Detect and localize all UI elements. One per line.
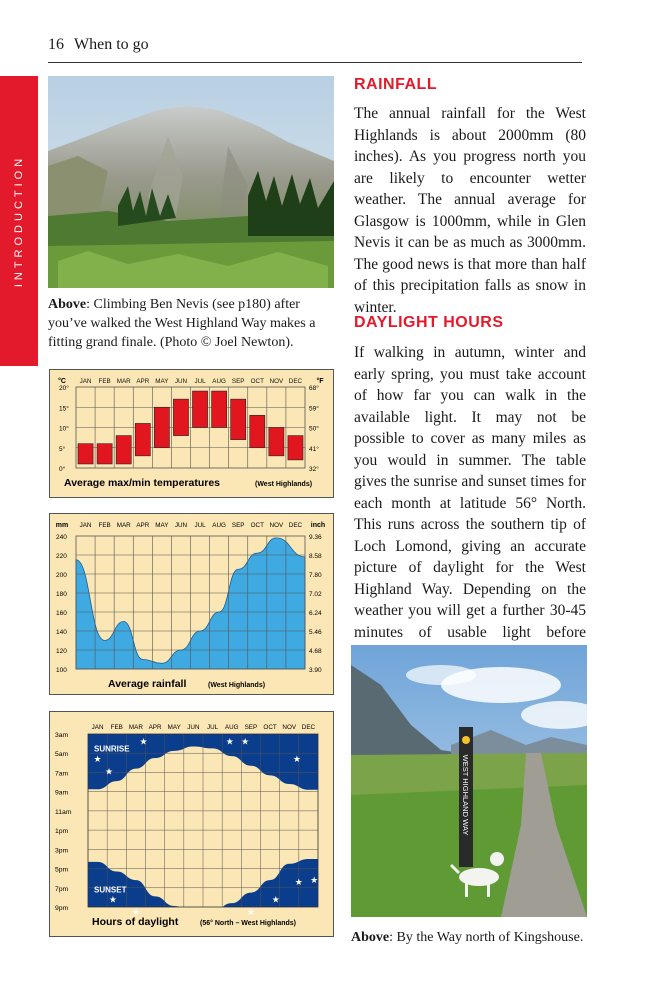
y-tick-label-right: 32° [309,466,319,473]
kingshouse-photo [351,645,587,917]
y-axis-label-right: °F [316,378,324,385]
y-tick-label-left: 180 [56,591,67,598]
temperature-chart [49,369,334,498]
month-tick-label: DEC [288,522,303,529]
y-axis-label-left: °C [58,378,66,385]
y-tick-label-right: 7.80 [309,572,322,579]
y-tick-label-right: 8.58 [309,553,322,560]
temperature-bar [154,407,169,448]
month-tick-label: SEP [244,724,258,731]
month-tick-label: DEC [301,724,316,731]
month-tick-label: AUG [212,522,226,529]
star-icon: ★ [139,737,148,748]
temperature-bar [212,391,227,427]
y-tick-label: 9pm [55,905,69,912]
temperature-bar [231,399,246,440]
month-tick-label: MAY [155,522,169,529]
y-tick-label: 3am [55,732,69,739]
temperature-bar [173,399,188,435]
star-icon: ★ [93,754,102,765]
month-tick-label: APR [136,378,150,385]
month-tick-label: JUL [194,378,206,385]
page-header [48,36,149,54]
star-icon: ★ [294,878,303,889]
caption-label: Above [351,930,390,945]
month-tick-label: JAN [91,724,104,731]
chart-title: Average max/min temperatures [64,477,221,489]
temperature-bar [135,423,150,455]
header-rule [48,62,582,63]
month-tick-label: JUN [174,522,188,529]
month-tick-label: OCT [250,378,264,385]
star-icon: ★ [241,737,250,748]
star-icon: ★ [246,907,255,918]
y-tick-label: 5pm [55,866,69,874]
y-tick-label-left: 160 [56,610,67,617]
star-icon: ★ [131,907,140,918]
side-tab-label: INTRODUCTION [13,154,25,288]
page-number: 16 [48,36,64,53]
y-tick-label-right: 6.24 [309,610,322,617]
star-icon: ★ [292,754,301,765]
y-tick-label-right: 9.36 [309,534,322,541]
y-tick-label: 5am [55,751,69,759]
month-tick-label: JUN [174,378,188,385]
y-tick-label: 1pm [55,828,69,836]
month-tick-label: OCT [263,724,277,731]
y-tick-label-left: 10° [59,425,69,433]
month-tick-label: SEP [231,522,245,529]
temperature-chart-svg [50,370,333,497]
month-tick-label: AUG [224,724,239,731]
month-tick-label: APR [148,724,162,731]
month-tick-label: NOV [269,522,284,529]
temperature-bar [97,444,112,464]
y-axis-label-left: mm [55,522,69,529]
y-tick-label: 7pm [55,885,69,893]
temperature-bar [288,436,303,460]
temperature-bar [193,391,208,427]
daylight-chart [49,711,334,937]
y-tick-label-right: 5.46 [309,629,322,636]
bottom-photo-caption [351,928,591,947]
side-tab [0,76,38,366]
y-tick-label-left: 220 [56,553,67,560]
month-tick-label: AUG [212,378,226,385]
y-tick-label: 11am [55,808,72,816]
y-axis-label-right: inch [310,522,326,529]
month-tick-label: JUL [206,724,219,731]
star-icon: ★ [108,895,117,906]
y-tick-label-left: 5° [59,445,66,453]
rainfall-chart-svg [50,514,333,694]
month-tick-label: NOV [282,724,297,731]
temperature-bar [116,436,131,464]
rainfall-heading: RAINFALL [354,76,438,93]
ben-nevis-photo [48,76,334,288]
signpost-text: WEST HIGHLAND WAY [461,754,470,836]
y-tick-label-left: 0° [59,466,66,473]
y-tick-label: 7am [55,770,69,778]
month-tick-label: JUL [194,522,206,529]
chart-title: Hours of daylight [92,916,179,928]
top-photo-caption [48,295,336,352]
month-tick-label: SEP [231,378,245,385]
month-tick-label: FEB [98,522,111,529]
section-title: When to go [74,36,149,53]
sunrise-label: SUNRISE [94,744,130,754]
month-tick-label: MAR [128,724,143,731]
daylight-body: If walking in autumn, winter and early spring, you must take account of how far you can walk in the available light. It may not be possible to cover as many miles as you would in summer. The table gives the sunrise and sunset times for each month at latitude 56° North. This runs across the southern tip of Loch Lomond, giving an accurate picture of daylight for the West Highland Way. Depending on the weather you will get a further 30-45 minutes of usable light before [354,344,586,641]
month-tick-label: MAR [116,522,131,529]
rainfall-body: The annual rainfall for the West Highlands is about 2000mm (80 inches). As you progress north you are likely to encounter wetter weather. The annual average for Glasgow is 1000mm, while in Glen Nevis it can be as much as 3000mm. The good news is that more than half of this precipitation falls as snow in winter. [354,105,586,316]
month-tick-label: FEB [98,378,111,385]
month-tick-label: MAY [167,724,181,731]
y-tick-label-left: 200 [56,572,67,579]
chart-subtitle: (West Highlands) [255,481,313,488]
caption-text: : By the Way north of Kingshouse. [389,930,584,945]
y-tick-label-left: 100 [56,667,67,674]
star-icon: ★ [271,895,280,906]
star-icon: ★ [310,876,319,887]
temperature-bar [250,415,265,447]
month-tick-label: JUN [187,724,200,731]
month-tick-label: NOV [269,378,284,385]
month-tick-label: MAR [116,378,131,385]
star-icon: ★ [225,737,234,748]
y-tick-label-right: 41° [309,445,319,453]
y-tick-label-right: 68° [309,385,319,392]
daylight-chart-svg [50,712,333,936]
temperature-bar [78,444,93,464]
y-tick-label-left: 20° [59,385,69,392]
sunset-label: SUNSET [94,885,127,895]
month-tick-label: JAN [79,378,92,385]
month-tick-label: JAN [79,522,92,529]
y-tick-label-right: 7.02 [309,591,322,598]
y-tick-label-right: 50° [309,425,319,433]
y-tick-label: 3pm [55,847,69,855]
month-tick-label: FEB [110,724,123,731]
y-tick-label-left: 240 [56,534,67,541]
y-tick-label-left: 140 [56,629,67,636]
daylight-heading: DAYLIGHT HOURS [354,314,504,331]
star-icon: ★ [105,767,114,778]
month-tick-label: DEC [288,378,303,385]
y-tick-label-right: 59° [309,405,319,413]
y-tick-label-right: 4.68 [309,648,322,655]
y-tick-label-left: 15° [59,405,69,413]
month-tick-label: APR [136,522,150,529]
rainfall-chart [49,513,334,695]
month-tick-label: MAY [155,378,169,385]
y-tick-label: 9am [55,789,69,797]
chart-subtitle: (56° North – West Highlands) [200,920,297,927]
y-tick-label-left: 120 [56,648,67,655]
y-tick-label-right: 3.90 [309,667,322,674]
caption-text: : Climbing Ben Nevis (see p180) after you’ve walked the West Highland Way makes a fitting grand finale. (Photo © Joel Newton). [48,297,316,350]
temperature-bar [269,428,284,456]
month-tick-label: OCT [250,522,264,529]
caption-label: Above [48,297,87,312]
chart-title: Average rainfall [108,678,187,690]
chart-subtitle: (West Highlands) [208,682,266,689]
